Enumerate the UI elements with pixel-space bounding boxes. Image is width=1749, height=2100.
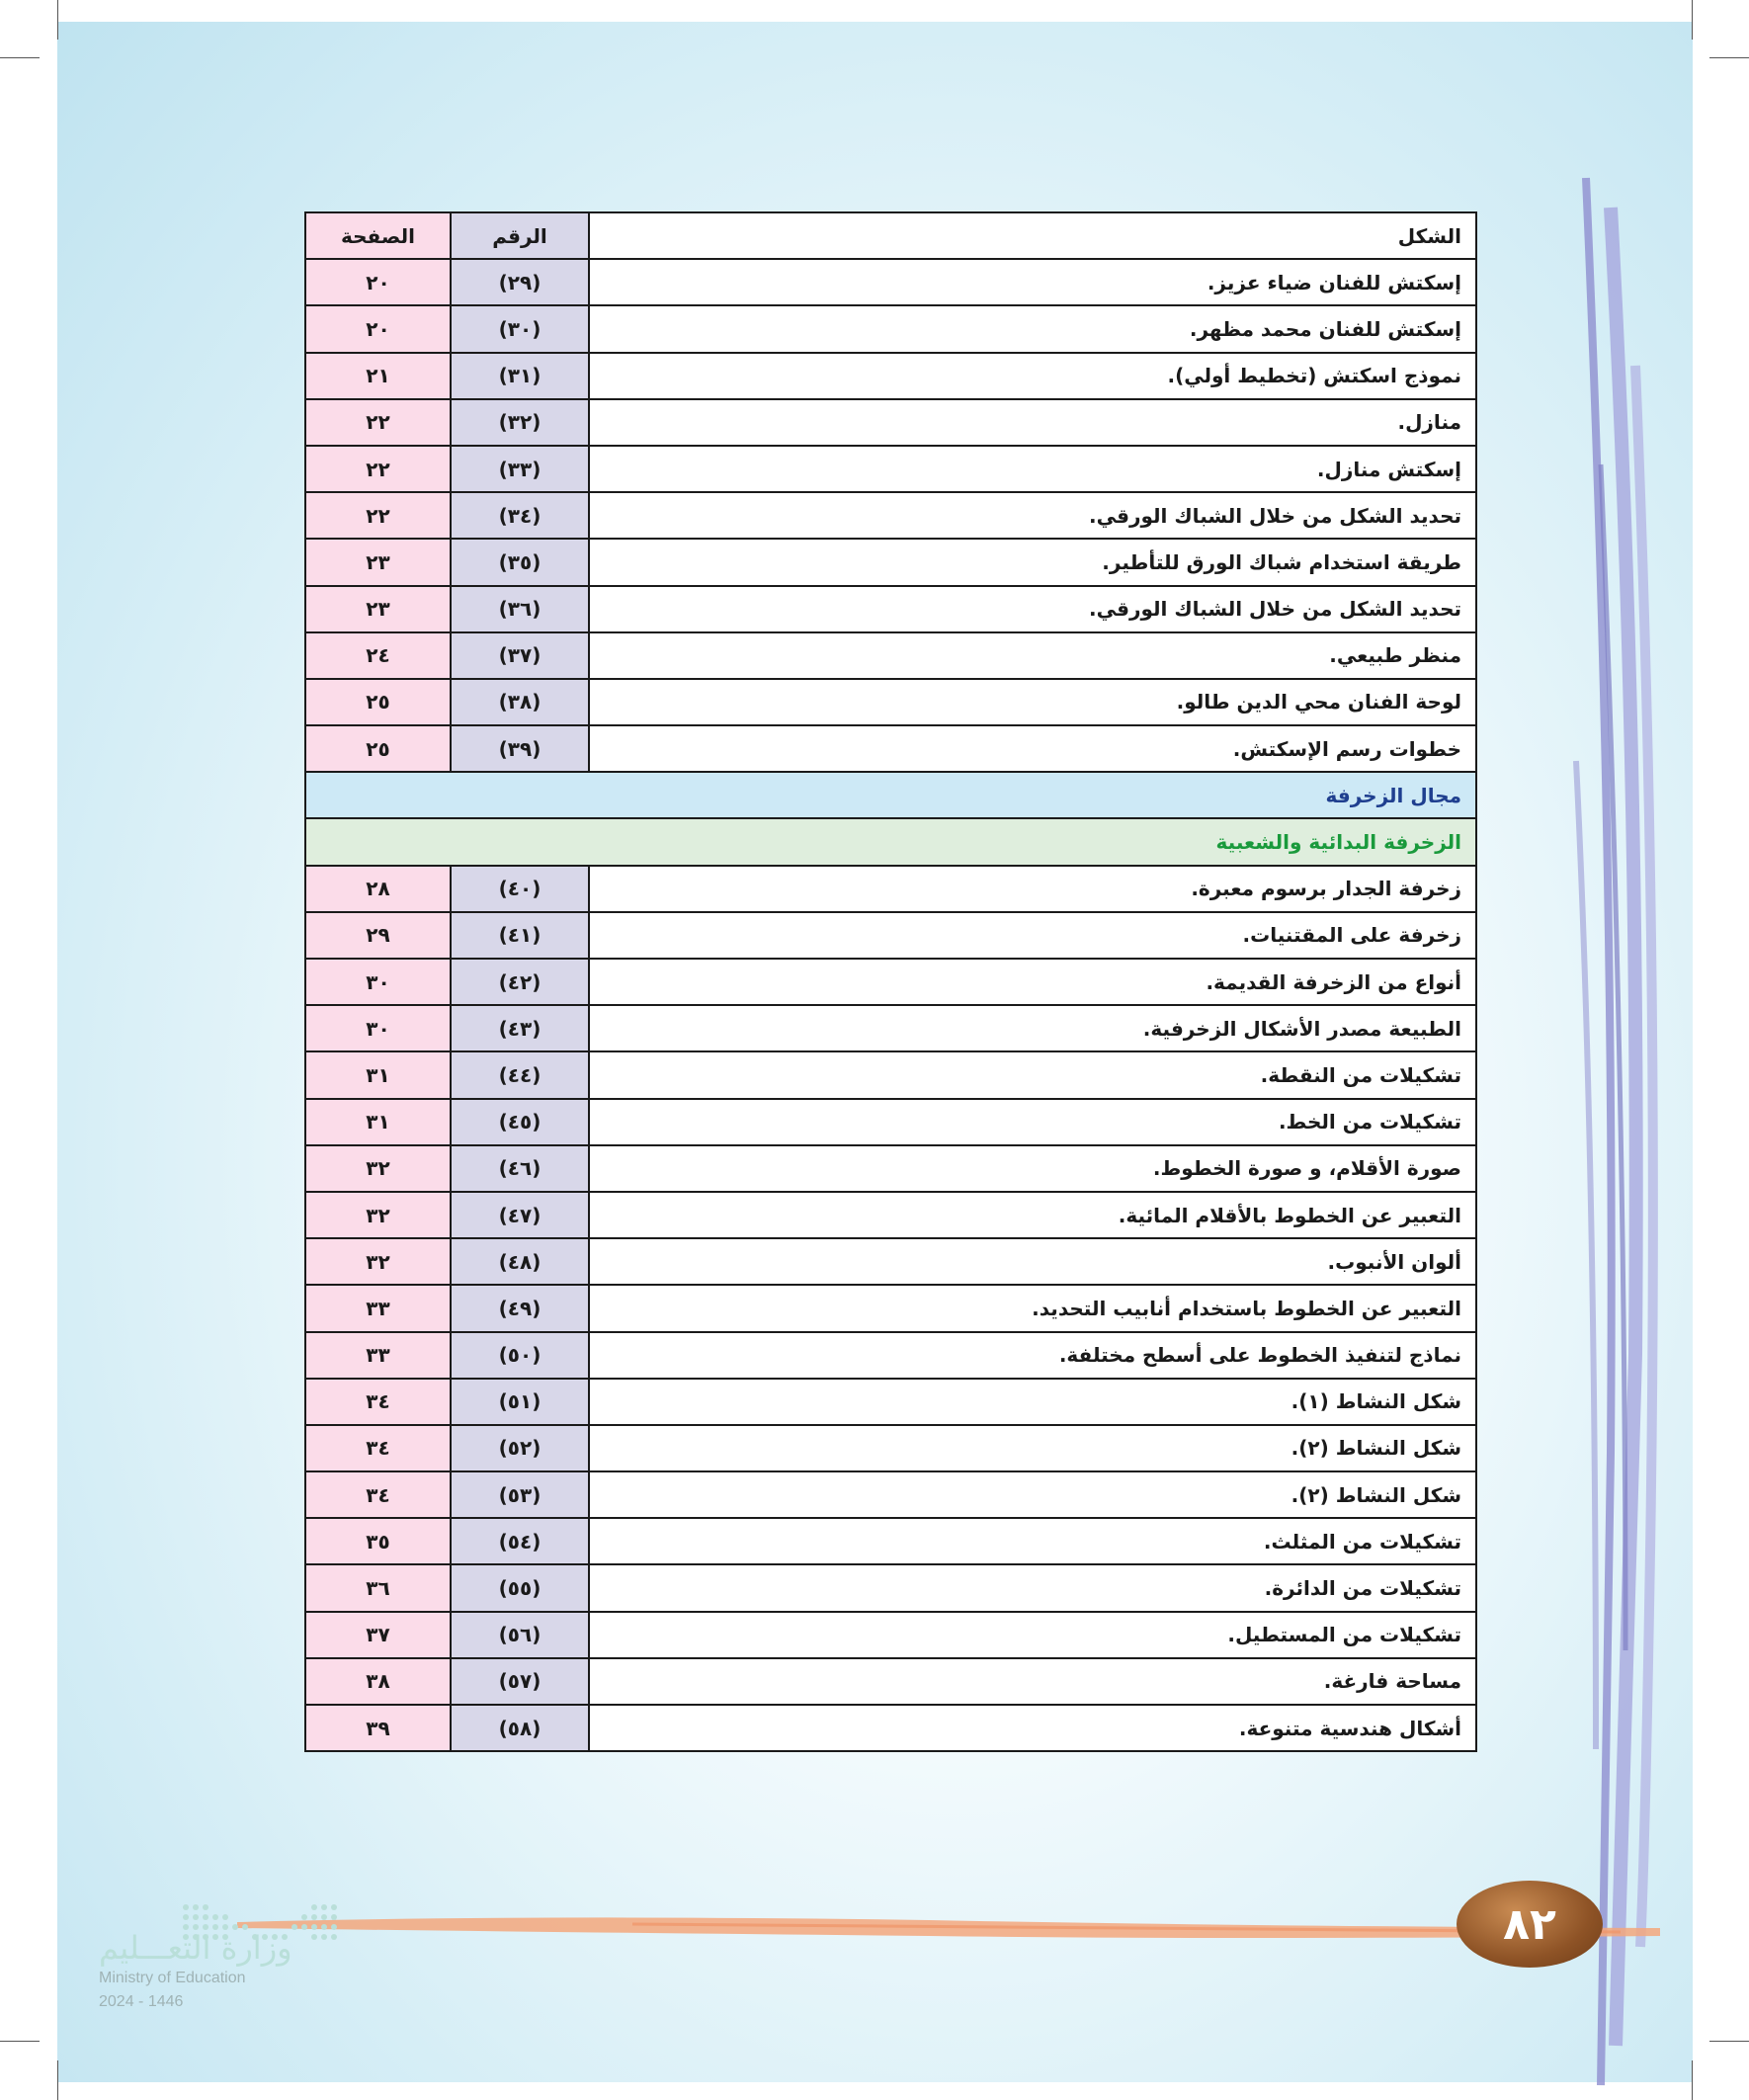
- figure-title: أشكال هندسية متنوعة.: [589, 1705, 1476, 1751]
- figure-page: ٢٣: [305, 586, 451, 632]
- figure-page: ٢٢: [305, 446, 451, 492]
- figure-page: ٣٦: [305, 1564, 451, 1611]
- table-row: [305, 1332, 1476, 1379]
- figure-number: (٣٩): [451, 725, 589, 772]
- figure-page: ٢٥: [305, 725, 451, 772]
- figure-number: (٥١): [451, 1379, 589, 1425]
- figure-page: ٢٢: [305, 399, 451, 446]
- figure-title: زخرفة الجدار برسوم معبرة.: [589, 866, 1476, 912]
- figure-number: (٣٥): [451, 539, 589, 585]
- table-row: [305, 1099, 1476, 1145]
- figure-page: ٣٣: [305, 1285, 451, 1331]
- crop-mark: [57, 2060, 58, 2100]
- header-title: الشكل: [589, 212, 1476, 259]
- figure-number: (٣٢): [451, 399, 589, 446]
- figure-page: ٣٤: [305, 1379, 451, 1425]
- figure-number: (٥٠): [451, 1332, 589, 1379]
- table-row: [305, 1518, 1476, 1564]
- figure-title: تحديد الشكل من خلال الشباك الورقي.: [589, 492, 1476, 539]
- figure-number: (٢٩): [451, 259, 589, 305]
- figure-title: تشكيلات من الدائرة.: [589, 1564, 1476, 1611]
- figure-title: منظر طبيعي.: [589, 632, 1476, 679]
- section-title: مجال الزخرفة: [305, 772, 1476, 818]
- figure-number: (٥٣): [451, 1471, 589, 1518]
- figure-page: ٣٠: [305, 1005, 451, 1051]
- figure-number: (٥٦): [451, 1612, 589, 1658]
- figure-title: لوحة الفنان محي الدين طالو.: [589, 679, 1476, 725]
- ministry-name-arabic: وزارة التعـــليم: [99, 1929, 292, 1967]
- figure-page: ٢٤: [305, 632, 451, 679]
- table-row: [305, 539, 1476, 585]
- figure-page: ٣٤: [305, 1425, 451, 1471]
- figure-title: زخرفة على المقتنيات.: [589, 912, 1476, 959]
- table-row: [305, 1425, 1476, 1471]
- figure-number: (٥٧): [451, 1658, 589, 1705]
- table-row: [305, 1379, 1476, 1425]
- table-row: [305, 1658, 1476, 1705]
- figure-number: (٤٧): [451, 1192, 589, 1238]
- figure-number: (٤٦): [451, 1145, 589, 1192]
- section-header-row: [305, 772, 1476, 818]
- figure-title: نماذج لتنفيذ الخطوط على أسطح مختلفة.: [589, 1332, 1476, 1379]
- figure-title: نموذج اسكتش (تخطيط أولي).: [589, 353, 1476, 399]
- table-header-row: [305, 212, 1476, 259]
- table-row: [305, 866, 1476, 912]
- table-row: [305, 305, 1476, 352]
- figure-number: (٣٦): [451, 586, 589, 632]
- figure-title: تشكيلات من الخط.: [589, 1099, 1476, 1145]
- figure-title: أنواع من الزخرفة القديمة.: [589, 959, 1476, 1005]
- table-row: [305, 353, 1476, 399]
- figure-title: تحديد الشكل من خلال الشباك الورقي.: [589, 586, 1476, 632]
- figure-number: (٥٤): [451, 1518, 589, 1564]
- figure-page: ٣٢: [305, 1145, 451, 1192]
- figure-number: (٤٨): [451, 1238, 589, 1285]
- table-row: [305, 1051, 1476, 1098]
- orange-brush-stroke: [237, 1892, 1660, 1952]
- figure-title: صورة الأقلام، و صورة الخطوط.: [589, 1145, 1476, 1192]
- table-row: [305, 1564, 1476, 1611]
- table-row: [305, 1471, 1476, 1518]
- table-body: [305, 259, 1476, 1751]
- figure-page: ٢٢: [305, 492, 451, 539]
- figure-number: (٤٥): [451, 1099, 589, 1145]
- figure-number: (٥٨): [451, 1705, 589, 1751]
- table-row: [305, 632, 1476, 679]
- figure-page: ٣٤: [305, 1471, 451, 1518]
- figure-page: ٣٥: [305, 1518, 451, 1564]
- table-row: [305, 1705, 1476, 1751]
- figure-number: (٣٠): [451, 305, 589, 352]
- table-row: [305, 1285, 1476, 1331]
- figure-number: (٣١): [451, 353, 589, 399]
- figure-number: (٥٢): [451, 1425, 589, 1471]
- figure-title: مساحة فارغة.: [589, 1658, 1476, 1705]
- crop-mark: [1709, 2041, 1749, 2042]
- figure-page: ٣٢: [305, 1238, 451, 1285]
- figure-title: التعبير عن الخطوط باستخدام أنابيب التحديد.: [589, 1285, 1476, 1331]
- figure-page: ٢٠: [305, 259, 451, 305]
- figure-number: (٣٤): [451, 492, 589, 539]
- figure-title: خطوات رسم الإسكتش.: [589, 725, 1476, 772]
- figure-title: شكل النشاط (١).: [589, 1379, 1476, 1425]
- figure-title: التعبير عن الخطوط بالأقلام المائية.: [589, 1192, 1476, 1238]
- figure-page: ٢١: [305, 353, 451, 399]
- table-row: [305, 446, 1476, 492]
- figure-title: إسكتش للفنان محمد مظهر.: [589, 305, 1476, 352]
- table-row: [305, 586, 1476, 632]
- table-row: [305, 259, 1476, 305]
- figure-page: ٢٣: [305, 539, 451, 585]
- figure-title: طريقة استخدام شباك الورق للتأطير.: [589, 539, 1476, 585]
- figure-number: (٤٤): [451, 1051, 589, 1098]
- table-row: [305, 1192, 1476, 1238]
- crop-mark: [0, 2041, 40, 2042]
- figure-title: شكل النشاط (٢).: [589, 1425, 1476, 1471]
- table-row: [305, 679, 1476, 725]
- table-row: [305, 1145, 1476, 1192]
- figure-title: منازل.: [589, 399, 1476, 446]
- figure-title: إسكتش للفنان ضياء عزيز.: [589, 259, 1476, 305]
- figure-title: تشكيلات من المستطيل.: [589, 1612, 1476, 1658]
- subsection-header-row: [305, 818, 1476, 865]
- figure-page: ٢٨: [305, 866, 451, 912]
- crop-mark: [1709, 57, 1749, 58]
- table-row: [305, 1238, 1476, 1285]
- figure-page: ٣٢: [305, 1192, 451, 1238]
- table-row: [305, 959, 1476, 1005]
- figure-page: ٣٧: [305, 1612, 451, 1658]
- ministry-name-english: Ministry of Education: [99, 1970, 246, 1986]
- header-number: الرقم: [451, 212, 589, 259]
- figure-page: ٢٥: [305, 679, 451, 725]
- figure-number: (٤٢): [451, 959, 589, 1005]
- header-page: الصفحة: [305, 212, 451, 259]
- figure-title: إسكتش منازل.: [589, 446, 1476, 492]
- crop-mark: [1692, 0, 1693, 40]
- figure-title: ألوان الأنبوب.: [589, 1238, 1476, 1285]
- page-number-badge: [1457, 1881, 1603, 1968]
- contents-table: [304, 211, 1477, 1752]
- table-row: [305, 492, 1476, 539]
- figure-number: (٤٠): [451, 866, 589, 912]
- figure-page: ٣١: [305, 1099, 451, 1145]
- ministry-year: 2024 - 1446: [99, 1993, 184, 2010]
- figure-number: (٣٨): [451, 679, 589, 725]
- figure-page: ٣٨: [305, 1658, 451, 1705]
- table-row: [305, 399, 1476, 446]
- figure-title: شكل النشاط (٢).: [589, 1471, 1476, 1518]
- figure-title: الطبيعة مصدر الأشكال الزخرفية.: [589, 1005, 1476, 1051]
- figure-title: تشكيلات من النقطة.: [589, 1051, 1476, 1098]
- figure-number: (٤٣): [451, 1005, 589, 1051]
- crop-mark: [0, 57, 40, 58]
- table-row: [305, 1612, 1476, 1658]
- figure-page: ٣٠: [305, 959, 451, 1005]
- crop-mark: [1692, 2060, 1693, 2100]
- figure-number: (٤٩): [451, 1285, 589, 1331]
- crop-mark: [57, 0, 58, 40]
- subsection-title: الزخرفة البدائية والشعبية: [305, 818, 1476, 865]
- decorative-brush-strokes: [1556, 168, 1675, 2095]
- figure-number: (٥٥): [451, 1564, 589, 1611]
- table-row: [305, 725, 1476, 772]
- table-row: [305, 912, 1476, 959]
- figure-number: (٤١): [451, 912, 589, 959]
- figure-page: ٢٠: [305, 305, 451, 352]
- figure-number: (٣٧): [451, 632, 589, 679]
- page-number: ٨٢: [1503, 1898, 1556, 1950]
- figure-number: (٣٣): [451, 446, 589, 492]
- figure-page: ٣٩: [305, 1705, 451, 1751]
- figure-title: تشكيلات من المثلث.: [589, 1518, 1476, 1564]
- figure-page: ٢٩: [305, 912, 451, 959]
- figure-page: ٣٣: [305, 1332, 451, 1379]
- figure-page: ٣١: [305, 1051, 451, 1098]
- table-row: [305, 1005, 1476, 1051]
